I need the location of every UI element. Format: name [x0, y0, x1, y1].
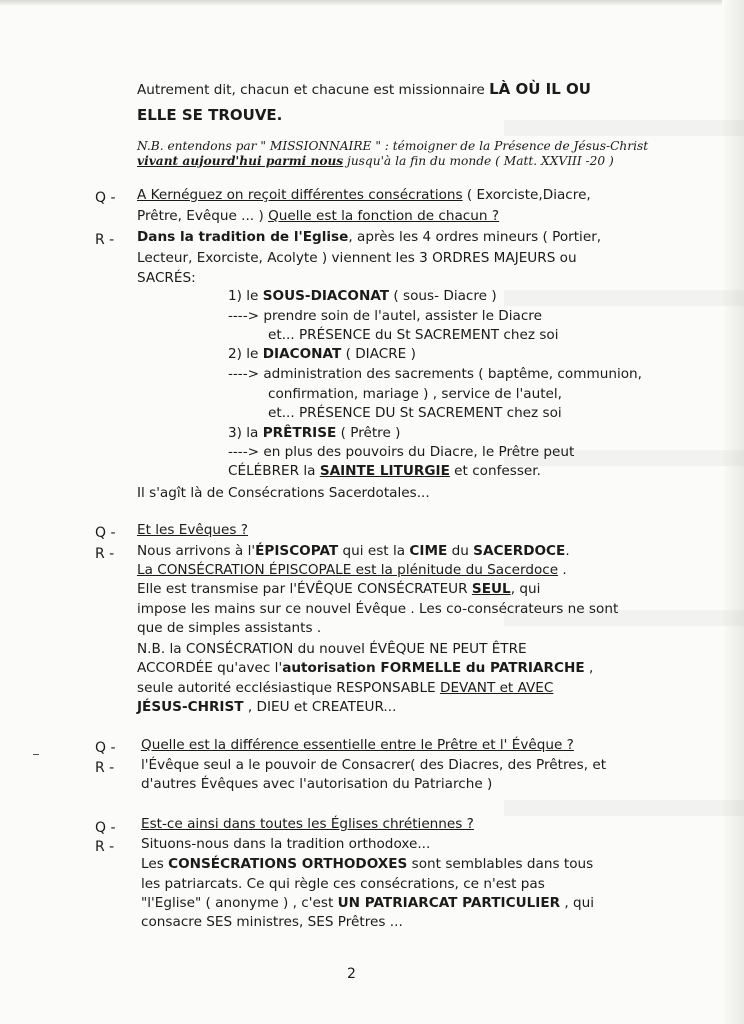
qa4-answer-line-5: consacre SES ministres, SES Prêtres ... [141, 914, 403, 930]
qa4-question [141, 815, 474, 833]
order-prefix: 2) le [228, 346, 263, 362]
order-prefix: 3) la [228, 425, 263, 441]
order-1 [228, 287, 497, 305]
answer-text: . [558, 562, 567, 578]
intro-bold: LÀ OÙ IL OU [489, 80, 591, 98]
answer-underlined: DEVANT et AVEC [439, 680, 554, 696]
question-marker: Q - [95, 525, 116, 541]
answer-bold: Dans la tradition de l'Eglise [137, 229, 349, 245]
qa4-answer-line-1: Situons-nous dans la tradition orthodoxe... [141, 836, 431, 852]
answer-text: , [584, 660, 594, 676]
bleed-through-shadow [504, 290, 744, 306]
answer-marker: R - [95, 232, 115, 248]
nb-line-2 [137, 152, 614, 170]
question-text: Prêtre, Evêque ... ) [137, 208, 269, 224]
answer-text: Elle est transmise par l'ÉVÊQUE CONSÉCRATEUR [137, 581, 472, 597]
order-2-detail-1: ----> administration des sacrements ( baptême, communion, [228, 366, 642, 382]
nb-underlined: vivant aujourd'hui parmi nous [137, 154, 344, 168]
bleed-through-shadow [504, 120, 744, 136]
question-underlined: Et les Evêques ? [137, 522, 249, 538]
margin-mark [33, 754, 39, 755]
nb-text: N.B. entendons par " MISSIONNAIRE " : témoigner de la Présence de Jésus-Christ [137, 139, 649, 153]
question-underlined: Quelle est la différence essentielle entre le Prêtre et l' Évêque ? [141, 737, 574, 753]
answer-text: "l'Eglise" ( anonyme ) , c'est [141, 895, 338, 911]
intro-line-1 [137, 80, 591, 99]
answer-text: qui est la [338, 543, 410, 559]
question-marker: Q - [95, 740, 116, 756]
question-rest: ( Exorciste,Diacre, [462, 187, 591, 203]
question-marker: Q - [95, 820, 116, 836]
order-rest: ( Prêtre ) [336, 425, 401, 441]
order-3-detail-1: ----> en plus des pouvoirs du Diacre, le Prêtre peut [228, 444, 575, 460]
answer-bold: UN PATRIARCAT PARTICULIER [337, 895, 561, 911]
answer-text: du [447, 543, 474, 559]
order-2-detail-2: confirmation, mariage ) , service de l'autel, [268, 386, 562, 402]
answer-marker: R - [95, 546, 115, 562]
qa1-question-line-1 [137, 186, 591, 204]
qa2-answer-line-7 [137, 659, 593, 677]
order-rest: et confesser. [449, 463, 541, 479]
qa1-answer-line-1 [137, 228, 601, 246]
qa2-answer-line-5: que de simples assistants . [137, 620, 322, 636]
order-text: CÉLÉBRER la [228, 463, 320, 479]
question-underlined: Est-ce ainsi dans toutes les Églises chrétiennes ? [141, 816, 474, 832]
answer-text: seule autorité ecclésiastique RESPONSABLE [137, 680, 440, 696]
answer-marker: R - [95, 760, 115, 776]
qa1-conclusion: Il s'agît là de Consécrations Sacerdotales... [137, 485, 430, 501]
answer-text: Nous arrivons à l' [137, 543, 256, 559]
qa3-question [141, 736, 574, 754]
answer-bold-underlined: SEUL [471, 581, 511, 597]
bleed-through-shadow [504, 800, 744, 816]
answer-text: , qui [510, 581, 541, 597]
answer-bold: CIME [409, 543, 448, 559]
qa4-answer-line-4 [141, 894, 594, 912]
order-2-detail-3: et... PRÉSENCE DU St SACREMENT chez soi [268, 405, 562, 421]
qa2-answer-line-4: impose les mains sur ce nouvel Évêque . Les co-consécrateurs ne sont [137, 601, 619, 617]
page-number: 2 [347, 966, 356, 982]
answer-text: . [565, 543, 570, 559]
question-marker: Q - [95, 190, 116, 206]
answer-underlined: La CONSÉCRATION ÉPISCOPALE est la plénitude du Sacerdoce [137, 562, 559, 578]
order-3 [228, 424, 400, 442]
question-underlined: A Kernéguez on reçoit différentes consécrations [137, 187, 463, 203]
qa3-answer-line-1: l'Évêque seul a le pouvoir de Consacrer( des Diacres, des Prêtres, et [141, 757, 607, 773]
order-3-detail-2 [228, 462, 541, 480]
answer-bold: JÉSUS-CHRIST [137, 699, 244, 715]
answer-bold: CONSÉCRATIONS ORTHODOXES [168, 856, 408, 872]
answer-bold: ÉPISCOPAT [255, 543, 339, 559]
qa2-answer-line-1 [137, 542, 570, 560]
answer-text: , DIEU et CREATEUR... [243, 699, 397, 715]
answer-bold: autorisation FORMELLE du PATRIARCHE [282, 660, 585, 676]
answer-text: ACCORDÉE qu'avec l' [137, 660, 283, 676]
scan-right-edge [722, 0, 744, 1024]
scan-top-edge [0, 0, 744, 6]
intro-text: Autrement dit, chacun et chacune est missionnaire [137, 82, 490, 98]
answer-bold: SACERDOCE [473, 543, 566, 559]
answer-rest: , après les 4 ordres mineurs ( Portier, [348, 229, 602, 245]
intro-bold-2: ELLE SE TROUVE. [137, 106, 283, 124]
order-2 [228, 345, 416, 363]
question-underlined: Quelle est la fonction de chacun ? [268, 208, 500, 224]
order-prefix: 1) le [228, 288, 263, 304]
qa1-answer-line-3: SACRÉS: [137, 270, 196, 286]
answer-text: , qui [560, 895, 595, 911]
qa2-answer-line-8 [137, 679, 553, 697]
intro-line-2 [137, 106, 282, 125]
order-bold: SOUS-DIACONAT [262, 288, 390, 304]
qa2-answer-line-2 [137, 561, 567, 579]
order-1-detail-1: ----> prendre soin de l'autel, assister le Diacre [228, 308, 542, 324]
qa1-question-line-2 [137, 207, 499, 225]
qa2-answer-line-9 [137, 698, 396, 716]
order-rest: ( sous- Diacre ) [389, 288, 497, 304]
qa4-answer-line-2 [141, 855, 593, 873]
answer-text: sont semblables dans tous [407, 856, 594, 872]
order-bold: DIACONAT [262, 346, 342, 362]
order-bold-underlined: SAINTE LITURGIE [319, 463, 450, 479]
qa3-answer-line-2: d'autres Évêques avec l'autorisation du Patriarche ) [141, 776, 493, 792]
order-bold: PRÊTRISE [262, 425, 337, 441]
order-rest: ( DIACRE ) [341, 346, 416, 362]
qa1-answer-line-2: Lecteur, Exorciste, Acolyte ) viennent les 3 ORDRES MAJEURS ou [137, 250, 577, 266]
qa2-question [137, 521, 248, 539]
qa2-answer-line-6: N.B. la CONSÉCRATION du nouvel ÉVÊQUE NE PEUT ÊTRE [137, 641, 527, 657]
qa2-answer-line-3 [137, 580, 540, 598]
answer-marker: R - [95, 839, 115, 855]
answer-text: Les [141, 856, 169, 872]
qa4-answer-line-3: les patriarcats. Ce qui règle ces consécrations, ce n'est pas [141, 876, 545, 892]
order-1-detail-2: et... PRÉSENCE du St SACREMENT chez soi [268, 327, 559, 343]
nb-rest: jusqu'à la fin du monde ( Matt. XXVIII -20 ) [343, 154, 614, 168]
